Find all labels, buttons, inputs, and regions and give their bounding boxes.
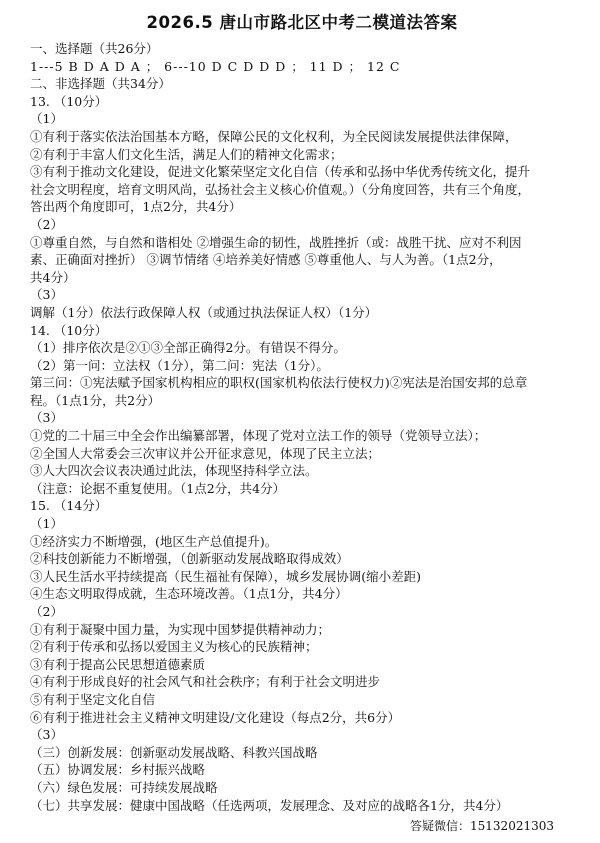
answer-line: （六）绿色发展：可持续发展战略 [30, 779, 218, 795]
answer-line: （2）第一问：立法权（1分），第二问：宪法（1分）。 [30, 357, 329, 373]
answer-line: ③人大四次会议表决通过此法，体现坚持科学立法。 [30, 463, 318, 479]
answer-line: （2） [30, 216, 63, 232]
answer-line: ①有利于凝聚中国力量，为实现中国梦提供精神动力； [30, 621, 331, 637]
answer-line: 调解（1分）依法行政保障人权（或通过执法保证人权）（1分） [30, 304, 378, 320]
answer-line: ②科技创新能力不断增强，（创新驱动发展战略取得成效） [30, 551, 349, 567]
answer-line: ④生态文明取得成就，生态环境改善。（1点1分，共4分） [30, 586, 348, 602]
answer-line: 13. （10分） [30, 93, 108, 109]
answer-line: ④有利于形成良好的社会风气和社会秩序；有利于社会文明进步 [30, 674, 381, 690]
answer-body [30, 40, 574, 814]
answer-line: （1） [30, 111, 63, 127]
answer-line: （1）排序依次是②①③全部正确得2分。有错误不得分。 [30, 340, 346, 356]
answer-line: 程。（1点1分，共2分） [30, 392, 161, 408]
answer-line: 共4分） [30, 269, 76, 285]
page-title: 2026.5 唐山市路北区中考二模道法答案 [146, 13, 458, 32]
answer-line: （3） [30, 727, 63, 743]
contact-footer: 答疑微信：15132021303 [410, 819, 554, 833]
answer-line: ③人民生活水平持续提高（民生福祉有保障），城乡发展协调(缩小差距) [30, 568, 422, 584]
answer-line: （1） [30, 516, 63, 532]
answer-line: （2） [30, 604, 63, 619]
answer-line: 15. （14分） [30, 498, 108, 514]
answer-line: ③有利于推动文化建设，促进文化繁荣坚定文化自信（传承和弘扬中华优秀传统文化，提升 [30, 164, 531, 180]
answer-line: （五）协调发展：乡村振兴战略 [30, 762, 206, 778]
answer-line: ②有利于传承和弘扬以爱国主义为核心的民族精神； [30, 639, 318, 655]
answer-line: 二、非选择题（共34分） [30, 76, 171, 92]
answer-line: ①有利于落实依法治国基本方略，保障公民的文化权利，为全民阅读发展提供法律保障， [30, 128, 518, 144]
answer-line: ①尊重自然，与自然和谐相处 ②增强生命的韧性，战胜挫折（或：战胜干扰、应对不利因 [30, 234, 522, 250]
answer-line: （3） [30, 410, 63, 426]
answer-line: 14. （10分） [30, 322, 108, 338]
answer-line: 1---5 B D A D A ； 6---10 D C D D D ； 11 D ； 12 C [30, 58, 401, 74]
answer-line: 素、正确面对挫折） ③调节情绪 ④培养美好情感 ⑤尊重他人、与人为善。（1点2分， [30, 252, 502, 268]
answer-line: ②全国人大常委会三次审议并公开征求意见，体现了民主立法； [30, 445, 381, 461]
answer-line: 社会文明程度，培育文明风尚，弘扬社会主义核心价值观。）（分角度回答，共有三个角度， [30, 181, 531, 197]
answer-line: （七）共享发展：健康中国战略（任选两项，发展理念、及对应的战略各1分，共4分） [30, 797, 509, 813]
answer-line: ②有利于丰富人们文化生活，满足人们的精神文化需求； [30, 146, 343, 162]
answer-line: （3） [30, 287, 63, 303]
answer-line: ⑤有利于坚定文化自信 [30, 691, 156, 707]
answer-line: ③有利于提高公民思想道德素质 [30, 656, 206, 672]
answer-line: （三）创新发展：创新驱动发展战略、科教兴国战略 [30, 744, 318, 760]
answer-line: ①党的二十届三中全会作出编纂部署，体现了党对立法工作的领导（党领导立法）； [30, 428, 487, 444]
answer-line: 一、选择题（共26分） [30, 41, 159, 56]
answer-line: （注意：论据不重复使用。（1点2分，共4分） [30, 480, 286, 496]
answer-line: 第三问：①宪法赋予国家机构相应的职权(国家机构依法行使权力)②宪法是治国安邦的总章 [30, 375, 528, 391]
answer-line: ⑥有利于推进社会主义精神文明建设/文化建设（每点2分，共6分） [30, 709, 401, 725]
answer-line: ①经济实力不断增强，(地区生产总值提升)。 [30, 533, 278, 549]
answer-line: 答出两个角度即可，1点2分，共4分） [30, 199, 242, 215]
